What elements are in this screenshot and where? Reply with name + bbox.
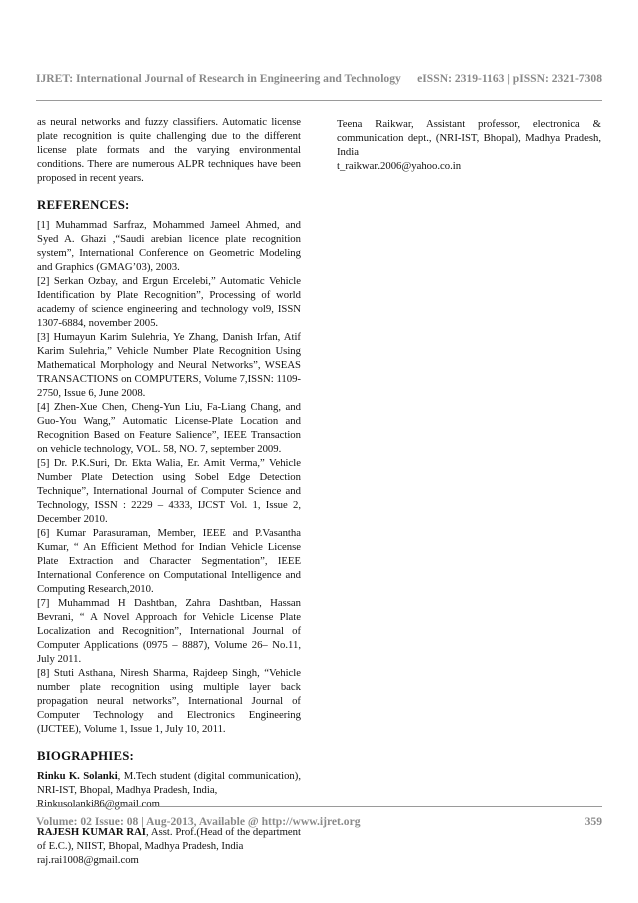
reference-item: [4] Zhen-Xue Chen, Cheng-Yun Liu, Fa-Liang Chang, and Guo-You Wang,” Automatic License-Plate Location and Recognition Based on Feature Salience”, IEEE Transaction on vehicle technology, VOL. 58, NO. 7, september 2009. (37, 401, 301, 455)
bio-name: Rinku K. Solanki (37, 770, 118, 782)
journal-title: IJRET: International Journal of Research in Engineering and Technology (36, 72, 401, 85)
bio-email: raj.rai1008@gmail.com (37, 854, 139, 866)
reference-item: [8] Stuti Asthana, Niresh Sharma, Rajdeep Singh, “Vehicle number plate recognition using multiple layer back propagation neural networks”, International Journal of Computer Technology and Electronics Engineering (IJCTEE), Volume 1, Issue 1, July 10, 2011. (37, 667, 301, 735)
reference-item: [1] Muhammad Sarfraz, Mohammed Jameel Ahmed, and Syed A. Ghazi ,“Saudi arebian licence plate recognition system”, International Conference on Geometric Modeling and Graphics (GMAG’03), 2003. (37, 219, 301, 273)
bio-text: Teena Raikwar, Assistant professor, electronica & communication dept., (NRI-IST, Bhopal), Madhya Pradesh, India (337, 118, 601, 158)
header-rule (36, 100, 602, 101)
bio-text: , M.Tech student (digital communication), NRI-IST, Bhopal, Madhya Pradesh, India, (37, 770, 301, 796)
bio-email: t_raikwar.2006@yahoo.co.in (337, 160, 462, 172)
reference-item: [6] Kumar Parasuraman, Member, IEEE and P.Vasantha Kumar, “ An Efficient Method for Indian Vehicle License Plate Extraction and Character Segmentation”, IEEE International Conference on Computational Intelligence and Computing Research,2010. (37, 527, 301, 595)
biography-solanki (37, 769, 301, 811)
reference-item: [2] Serkan Ozbay, and Ergun Ercelebi,” Automatic Vehicle Identification by Plate Recognition”, Processing of world academy of science engineering and technology vol9, ISSN 1307-6884, november 2005. (37, 275, 301, 329)
references-heading: REFERENCES: (37, 198, 130, 212)
biography-raikwar (337, 117, 601, 173)
page-number: 359 (584, 815, 602, 828)
bio-text: , Asst. Prof.(Head of the department of E.C.), NIIST, Bhopal, Madhya Pradesh, India (37, 826, 301, 852)
biography-rai (37, 825, 301, 867)
reference-item: [3] Humayun Karim Sulehria, Ye Zhang, Danish Irfan, Atif Karim Sulehria,” Vehicle Number Plate Recognition Using Mathematical Morphology and Neural Networks”, WSEAS TRANSACTIONS on COMPUTERS, Volume 7,ISSN: 1109-2750, Issue 6, June 2008. (37, 331, 301, 399)
bio-email: Rinkusolanki86@gmail.com (37, 798, 160, 810)
page-header (36, 72, 602, 85)
issn-info: eISSN: 2319-1163 | pISSN: 2321-7308 (417, 72, 602, 85)
biographies-heading: BIOGRAPHIES: (37, 749, 134, 763)
volume-info: Volume: 02 Issue: 08 | Aug-2013, Available @ http://www.ijret.org (36, 815, 361, 828)
references-list (37, 218, 301, 736)
footer-rule (36, 806, 602, 807)
intro-paragraph: as neural networks and fuzzy classifiers. Automatic license plate recognition is quite challenging due to the different license plate formats and the varying environmental conditions. There are numerous ALPR techniques have been proposed in recent years. (37, 116, 301, 184)
bio-name: RAJESH KUMAR RAI (37, 826, 146, 838)
reference-item: [5] Dr. P.K.Suri, Dr. Ekta Walia, Er. Amit Verma,” Vehicle Number Plate Detection using Sobel Edge Detection Technique”, International Journal of Computer Science and Technology, ISSN : 2229 – 4333, IJCST Vol. 1, Issue 2, December 2010. (37, 457, 301, 525)
page-footer (36, 815, 602, 828)
right-column (337, 117, 601, 173)
reference-item: [7] Muhammad H Dashtban, Zahra Dashtban, Hassan Bevrani, “ A Novel Approach for Vehicle License Plate Localization and Recognition”, International Journal of Computer Applications (0975 – 8887), Volume 26– No.11, July 2011. (37, 597, 301, 665)
left-column (37, 115, 301, 867)
